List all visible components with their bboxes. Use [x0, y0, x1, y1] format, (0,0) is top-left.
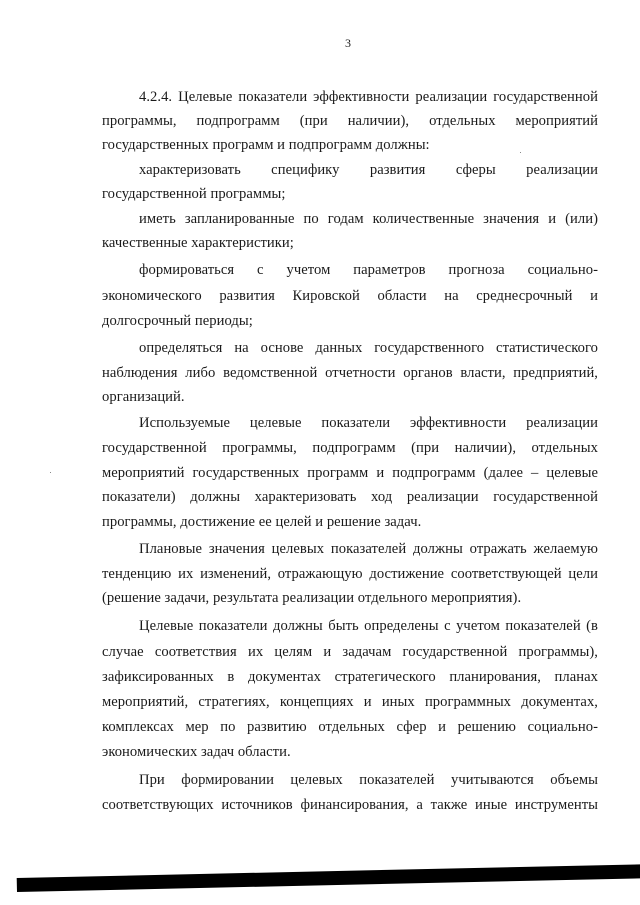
paragraph-line: Используемые целевые показатели эффективности реализации	[139, 415, 598, 431]
paragraph-line: 4.2.4. Целевые показатели эффективности реализации государственной	[139, 89, 598, 105]
paragraph-line: мероприятий государственных программ и подпрограмм (далее – целевые	[102, 465, 598, 481]
paragraph-line: (решение задачи, результата реализации отдельного мероприятия).	[102, 590, 522, 606]
paragraph-line: мероприятий, стратегиях, концепциях и иных программных документах,	[102, 694, 598, 710]
paragraph-line: показатели) должны характеризовать ход реализации государственной	[102, 489, 598, 505]
paragraph-line: При формировании целевых показателей учитываются объемы	[139, 772, 598, 788]
paragraph-line: наблюдения либо ведомственной отчетности органов власти, предприятий,	[102, 365, 598, 381]
paragraph-line: характеризовать специфику развития сферы реализации	[139, 162, 598, 178]
paragraph-line: программы, подпрограмм (при наличии), отдельных мероприятий	[102, 113, 598, 129]
scan-speck	[50, 472, 51, 473]
paragraph-line: экономического развития Кировской области на среднесрочный и	[102, 288, 598, 304]
paragraph-line: иметь запланированные по годам количественные значения и (или)	[139, 211, 598, 227]
scan-edge-bar	[17, 864, 640, 892]
paragraph-line: формироваться с учетом параметров прогноза социально-	[139, 262, 598, 278]
paragraph-line: организаций.	[102, 389, 185, 405]
paragraph-line: комплексах мер по развитию отдельных сфер и решению социально-	[102, 719, 598, 735]
paragraph-line: качественные характеристики;	[102, 235, 294, 251]
paragraph-line: Плановые значения целевых показателей должны отражать желаемую	[139, 541, 598, 557]
paragraph-line: государственных программ и подпрограмм должны:	[102, 137, 430, 153]
paragraph-line: определяться на основе данных государственного статистического	[139, 340, 598, 356]
page-number: 3	[345, 36, 351, 50]
paragraph-line: тенденцию их изменений, отражающую достижение соответствующей цели	[102, 566, 598, 582]
paragraph-line: Целевые показатели должны быть определены с учетом показателей (в	[139, 618, 598, 634]
paragraph-line: программы, достижение ее целей и решение задач.	[102, 514, 422, 530]
paragraph-line: долгосрочный периоды;	[102, 313, 253, 329]
paragraph-line: государственной программы;	[102, 186, 286, 202]
paragraph-line: государственной программы, подпрограмм (при наличии), отдельных	[102, 440, 598, 456]
paragraph-line: случае соответствия их целям и задачам государственной программы),	[102, 644, 598, 660]
paragraph-line: зафиксированных в документах стратегического планирования, планах	[102, 669, 598, 685]
paragraph-line: соответствующих источников финансирования, а также иные инструменты	[102, 797, 598, 813]
paragraph-line: экономических задач области.	[102, 744, 291, 760]
scan-speck	[520, 152, 521, 153]
